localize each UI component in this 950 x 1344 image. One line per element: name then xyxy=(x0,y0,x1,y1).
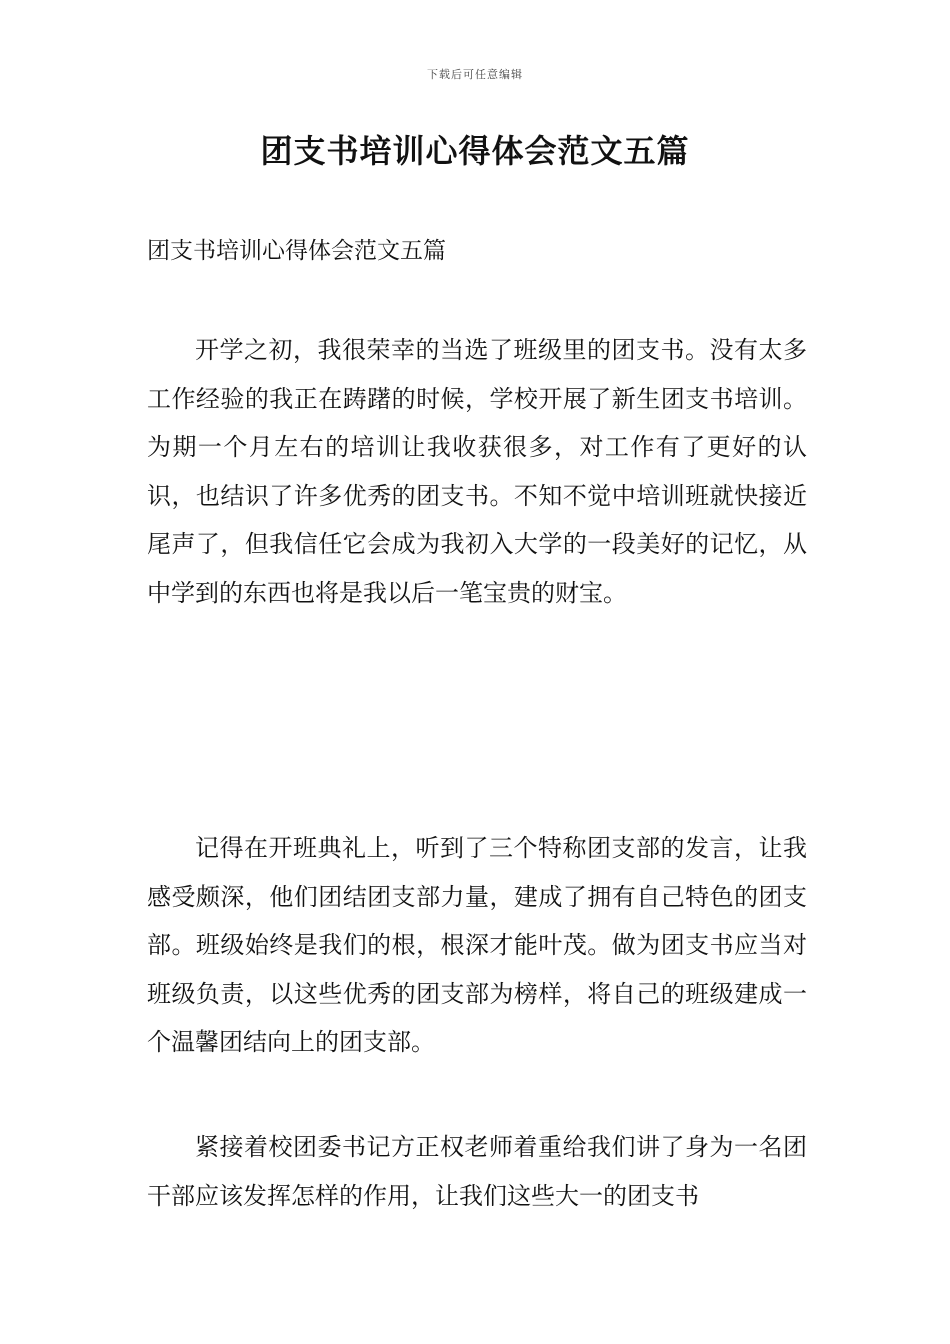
paragraph-1: 开学之初，我很荣幸的当选了班级里的团支书。没有太多工作经验的我正在踌躇的时候，学校开展了新生团支书培训。为期一个月左右的培训让我收获很多，对工作有了更好的认识，也结识了许多优秀的团支书。不知不觉中培训班就快接近尾声了，但我信任它会成为我初入大学的一段美好的记忆，从中学到的东西也将是我以后一笔宝贵的财宝。 xyxy=(147,336,807,607)
document-subtitle: 团支书培训心得体会范文五篇 xyxy=(147,238,446,264)
header-note: 下载后可任意编辑 xyxy=(427,68,523,81)
paragraph-3: 紧接着校团委书记方正权老师着重给我们讲了身为一名团干部应该发挥怎样的作用，让我们这些大一的团支书 xyxy=(147,1133,807,1210)
paragraph-2: 记得在开班典礼上，听到了三个特称团支部的发言，让我感受颇深，他们团结团支部力量，建成了拥有自己特色的团支部。班级始终是我们的根，根深才能叶茂。做为团支书应当对班级负责，以这些优秀的团支部为榜样，将自己的班级建成一个温馨团结向上的团支部。 xyxy=(147,834,807,1056)
document-title: 团支书培训心得体会范文五篇 xyxy=(260,132,690,170)
